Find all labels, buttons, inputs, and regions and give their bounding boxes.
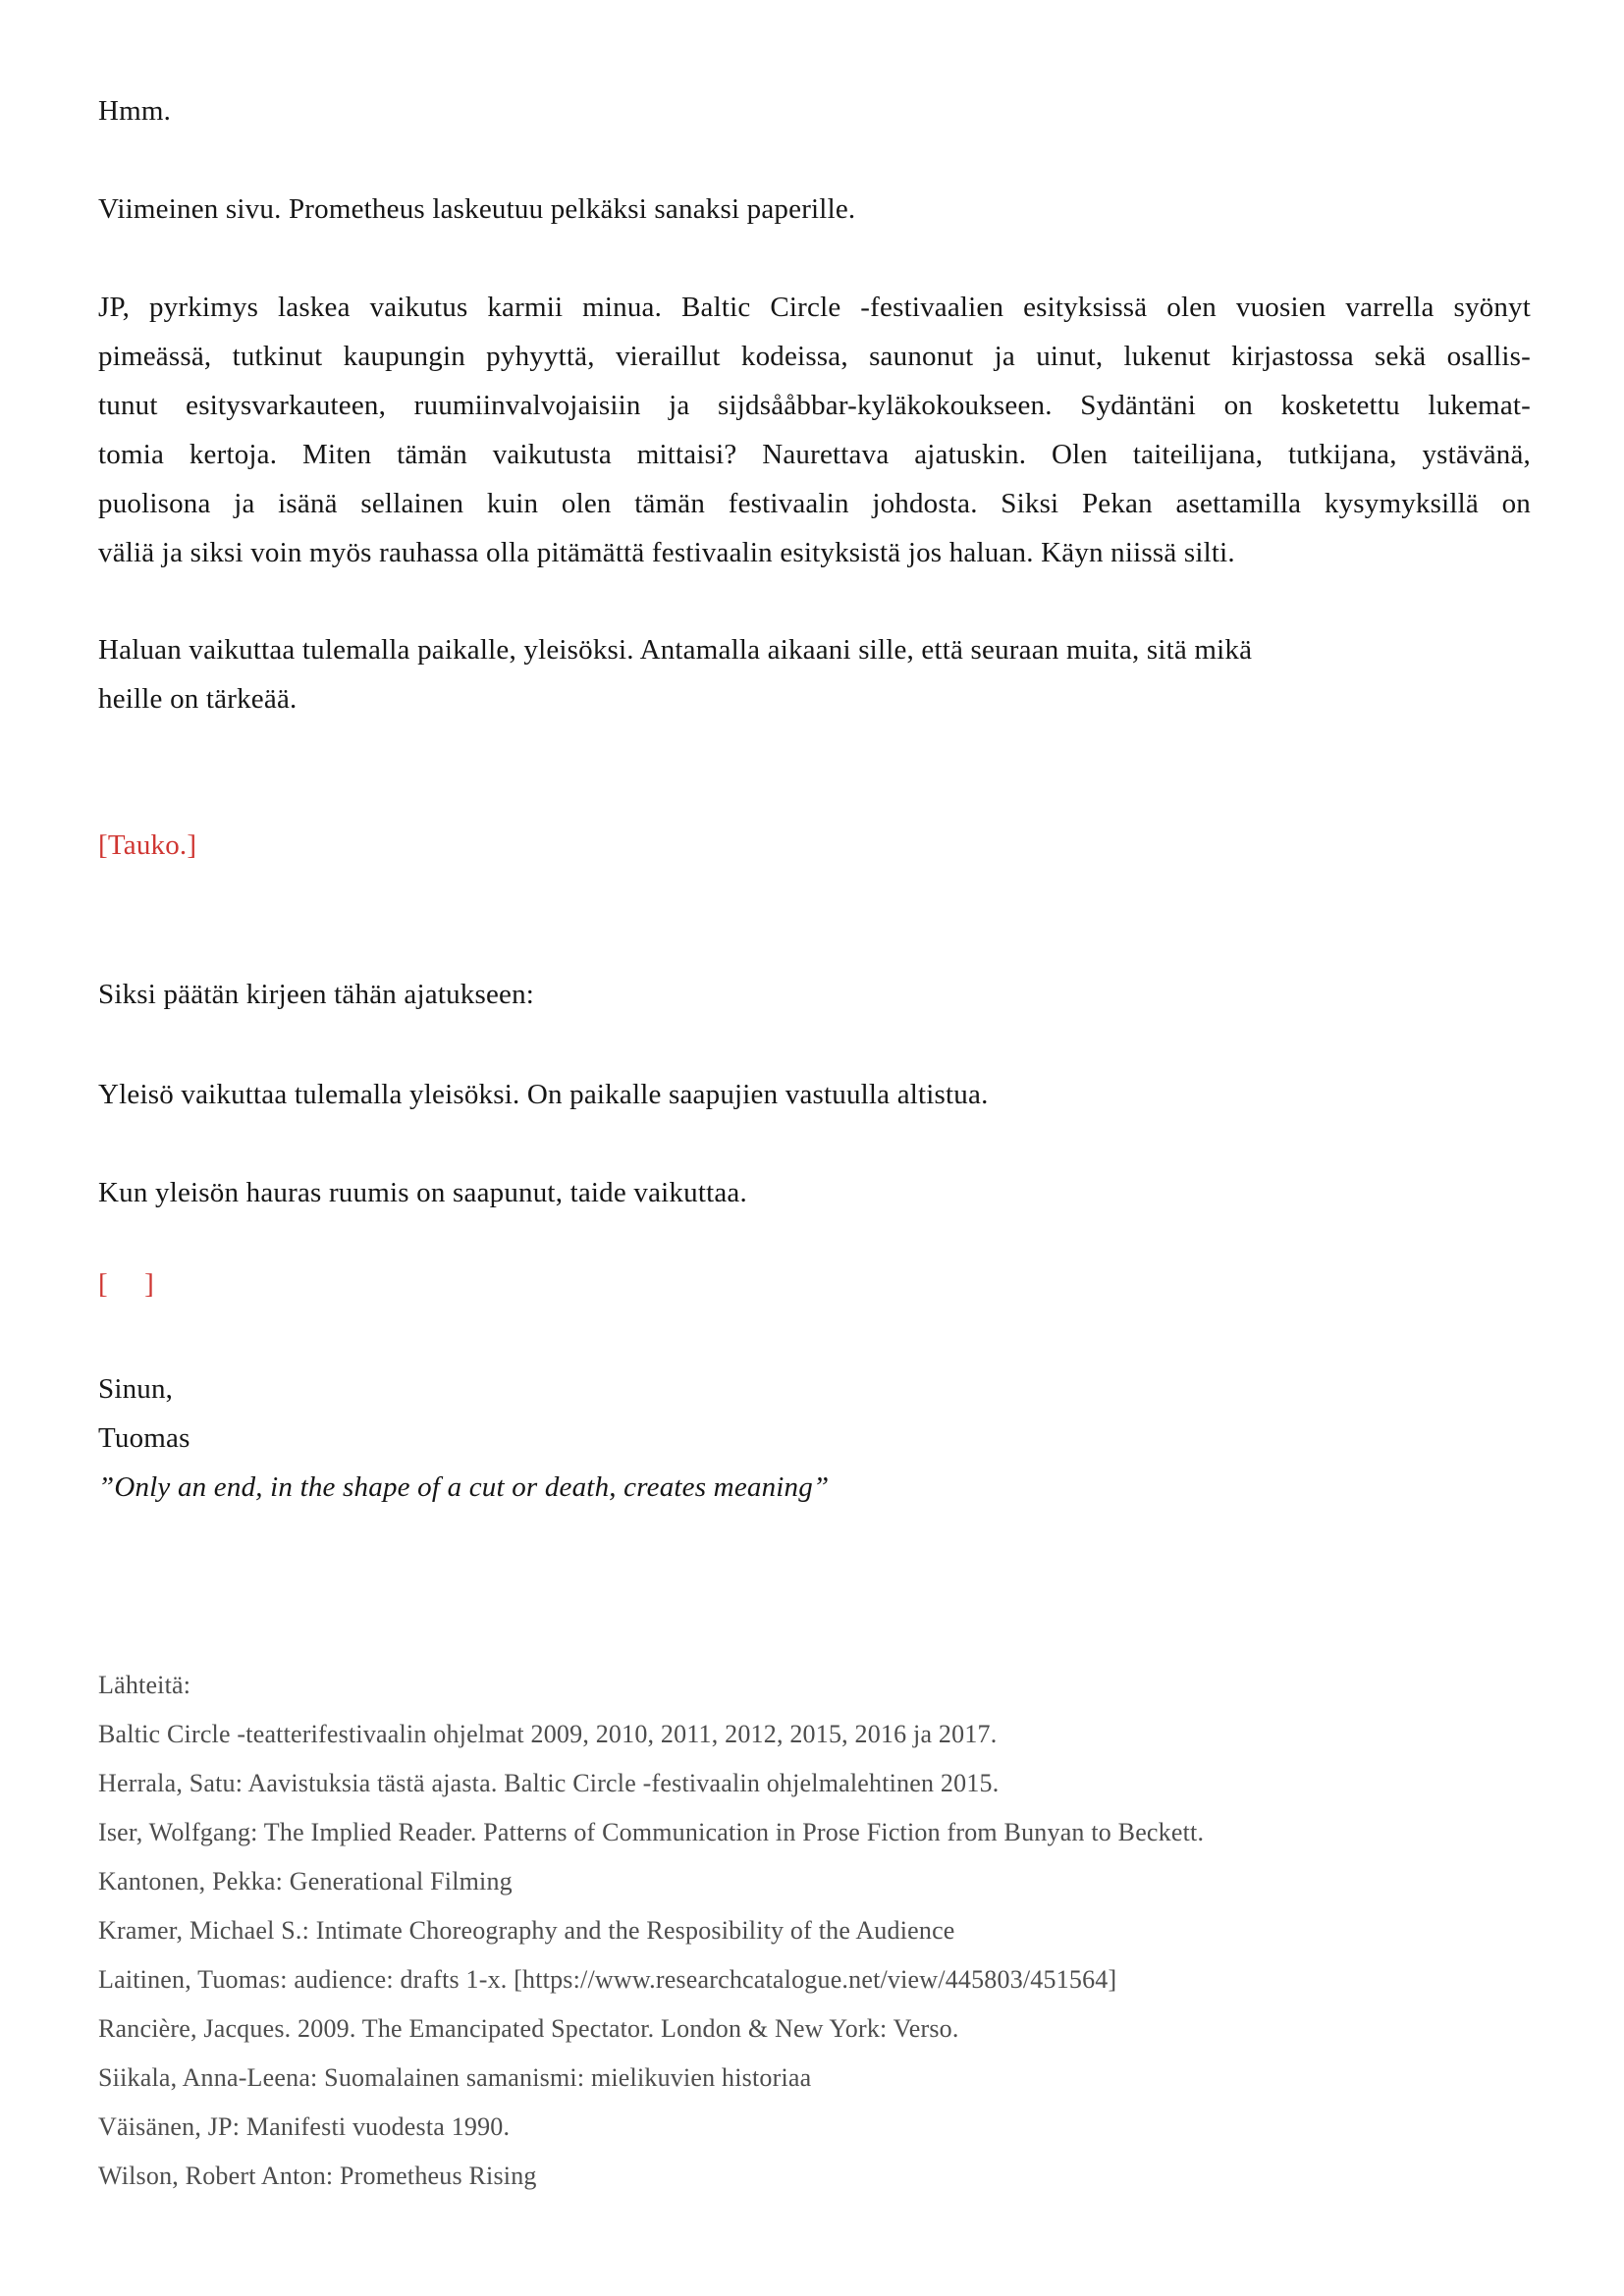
impact-paragraph	[98, 625, 1531, 723]
paragraph-line: pimeässä, tutkinut kaupungin pyhyyttä, vieraillut kodeissa, saunonut ja uinut, lukenut kirjastossa sekä osallis-	[98, 341, 1531, 372]
sources-section	[98, 1661, 1531, 2201]
source-item: Wilson, Robert Anton: Prometheus Rising	[98, 2162, 537, 2190]
source-item: Kramer, Michael S.: Intimate Choreography and the Resposibility of the Audience	[98, 1916, 955, 1945]
paragraph-line: tomia kertoja. Miten tämän vaikutusta mittaisi? Naurettava ajatuskin. Olen taiteilijana, tutkijana, ystävänä,	[98, 439, 1531, 470]
opening-line: Hmm.	[98, 95, 172, 127]
signoff-line: Sinun,	[98, 1373, 174, 1405]
empty-brackets-marker: [ ]	[98, 1268, 154, 1300]
paragraph-line: JP, pyrkimys laskea vaikutus karmii minua. Baltic Circle -festivaalien esityksissä olen vuosien varrella syönyt	[98, 292, 1531, 323]
source-item: Väisänen, JP: Manifesti vuodesta 1990.	[98, 2112, 511, 2141]
source-item: Iser, Wolfgang: The Implied Reader. Patterns of Communication in Prose Fiction from Bunyan to Beckett.	[98, 1818, 1205, 1846]
main-paragraph	[98, 283, 1531, 577]
paragraph-line: tunut esitysvarkauteen, ruumiinvalvojaisiin ja sijdsååbbar-kyläkokoukseen. Sydäntäni on kosketettu lukemat-	[98, 390, 1531, 421]
closing-intro-line: Siksi päätän kirjeen tähän ajatukseen:	[98, 979, 535, 1010]
closing-quote: ”Only an end, in the shape of a cut or death, creates meaning”	[98, 1471, 830, 1503]
source-item: Siikala, Anna-Leena: Suomalainen samanismi: mielikuvien historiaa	[98, 2063, 812, 2092]
source-item: Laitinen, Tuomas: audience: drafts 1-x. [https://www.researchcatalogue.net/view/445803/451564]	[98, 1965, 1117, 1994]
thesis-line: Yleisö vaikuttaa tulemalla yleisöksi. On paikalle saapujien vastuulla altistua.	[98, 1079, 989, 1110]
impact-line: Haluan vaikuttaa tulemalla paikalle, yleisöksi. Antamalla aikaani sille, että seuraan muita, sitä mikä	[98, 634, 1253, 666]
paragraph-line: puolisona ja isänä sellainen kuin olen tämän festivaalin johdosta. Siksi Pekan asettamilla kysymyksillä on	[98, 488, 1531, 519]
source-item: Baltic Circle -teatterifestivaalin ohjelmat 2009, 2010, 2011, 2012, 2015, 2016 ja 2017.	[98, 1720, 998, 1748]
source-item: Rancière, Jacques. 2009. The Emancipated Spectator. London & New York: Verso.	[98, 2014, 959, 2043]
impact-line: heille on tärkeää.	[98, 683, 298, 715]
source-item: Herrala, Satu: Aavistuksia tästä ajasta. Baltic Circle -festivaalin ohjelmalehtinen 2015.	[98, 1769, 1000, 1797]
paragraph-line: väliä ja siksi voin myös rauhassa olla pitämättä festivaalin esityksistä jos haluan. Käyn niissä silti.	[98, 537, 1235, 568]
sources-heading: Lähteitä:	[98, 1671, 191, 1699]
source-item: Kantonen, Pekka: Generational Filming	[98, 1867, 513, 1896]
signoff-name: Tuomas	[98, 1422, 190, 1454]
last-page-line: Viimeinen sivu. Prometheus laskeutuu pelkäksi sanaksi paperille.	[98, 193, 856, 225]
arrival-line: Kun yleisön hauras ruumis on saapunut, taide vaikuttaa.	[98, 1177, 747, 1208]
signature-block	[98, 1364, 1531, 1512]
pause-marker: [Tauko.]	[98, 829, 197, 861]
